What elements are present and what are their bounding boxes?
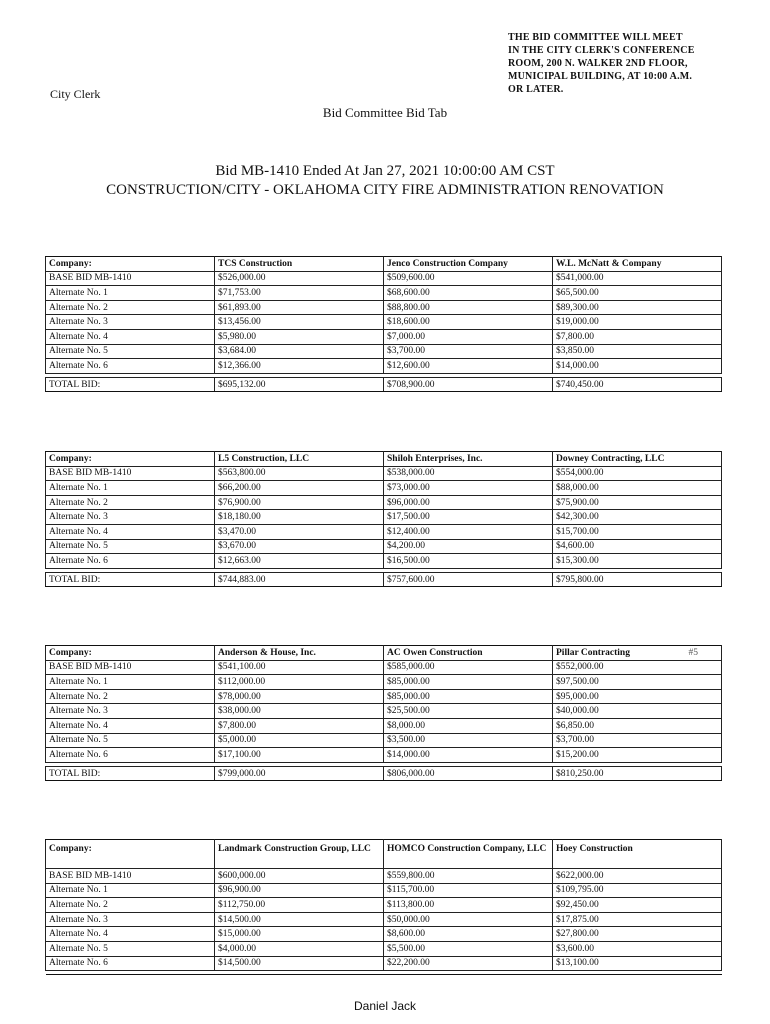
- company-name: Shiloh Enterprises, Inc.: [384, 452, 553, 467]
- bid-amount: $541,100.00: [215, 660, 384, 675]
- row-label: BASE BID MB-1410: [46, 869, 215, 884]
- bid-amount: $5,500.00: [384, 941, 553, 956]
- alternate-row: [46, 524, 722, 539]
- alternate-row: [46, 329, 722, 344]
- company-header-row: [46, 840, 722, 869]
- alternate-row: [46, 704, 722, 719]
- bid-amount: $85,000.00: [384, 689, 553, 704]
- bid-amount: $115,700.00: [384, 883, 553, 898]
- bid-table-3: [45, 645, 722, 781]
- bid-amount: $66,200.00: [215, 481, 384, 496]
- bid-table-2: [45, 451, 722, 587]
- total-amount: $799,000.00: [215, 766, 384, 781]
- bid-amount: $14,500.00: [215, 956, 384, 971]
- bid-amount: $89,300.00: [553, 300, 722, 315]
- bid-amount: $97,500.00: [553, 675, 722, 690]
- bid-amount: $4,000.00: [215, 941, 384, 956]
- alternate-row: [46, 941, 722, 956]
- bid-amount: $7,800.00: [553, 329, 722, 344]
- company-name: L5 Construction, LLC: [215, 452, 384, 467]
- row-label: Alternate No. 4: [46, 329, 215, 344]
- alternate-row: [46, 554, 722, 569]
- bid-amount: $78,000.00: [215, 689, 384, 704]
- company-name: Landmark Construction Group, LLC: [215, 840, 384, 869]
- bid-amount: $600,000.00: [215, 869, 384, 884]
- company-header-row: [46, 257, 722, 272]
- page-subtitle: Bid Committee Bid Tab: [322, 105, 448, 120]
- bid-table-1: [45, 256, 722, 392]
- bid-amount: $15,000.00: [215, 927, 384, 942]
- bid-amount: $12,366.00: [215, 359, 384, 374]
- bid-amount: $76,900.00: [215, 495, 384, 510]
- bid-amount: $15,700.00: [553, 524, 722, 539]
- row-label: Alternate No. 4: [46, 524, 215, 539]
- row-label: Alternate No. 5: [46, 941, 215, 956]
- bid-amount: $17,875.00: [553, 912, 722, 927]
- bid-amount: $14,500.00: [215, 912, 384, 927]
- alternate-row: [46, 344, 722, 359]
- bid-amount: $19,000.00: [553, 315, 722, 330]
- row-label: BASE BID MB-1410: [46, 660, 215, 675]
- bid-amount: $17,100.00: [215, 748, 384, 763]
- bid-amount: $27,800.00: [553, 927, 722, 942]
- row-label: Alternate No. 3: [46, 912, 215, 927]
- bid-amount: $112,750.00: [215, 898, 384, 913]
- notice-line: OR LATER.: [508, 84, 564, 95]
- total-amount: $806,000.00: [384, 766, 553, 781]
- company-header-row: [46, 452, 722, 467]
- alternate-row: [46, 481, 722, 496]
- company-name: TCS Construction: [215, 257, 384, 272]
- bid-amount: $68,600.00: [384, 286, 553, 301]
- bid-amount: $95,000.00: [553, 689, 722, 704]
- base-bid-row: [46, 660, 722, 675]
- bid-amount: $8,600.00: [384, 927, 553, 942]
- bid-amount: $38,000.00: [215, 704, 384, 719]
- row-label: TOTAL BID:: [46, 377, 215, 392]
- notice-line: IN THE CITY CLERK'S CONFERENCE: [508, 45, 695, 56]
- row-label: Alternate No. 5: [46, 344, 215, 359]
- base-bid-row: [46, 869, 722, 884]
- bid-amount: $3,600.00: [553, 941, 722, 956]
- bid-amount: $22,200.00: [384, 956, 553, 971]
- bid-amount: $3,700.00: [553, 733, 722, 748]
- row-label: Alternate No. 6: [46, 554, 215, 569]
- bid-amount: $109,795.00: [553, 883, 722, 898]
- row-label: BASE BID MB-1410: [46, 271, 215, 286]
- company-name: AC Owen Construction: [384, 646, 553, 661]
- base-bid-row: [46, 466, 722, 481]
- signature-name: Daniel Jack: [353, 999, 417, 1013]
- meeting-notice: [508, 31, 743, 96]
- notice-line: MUNICIPAL BUILDING, AT 10:00 A.M.: [508, 71, 693, 82]
- row-label: Alternate No. 2: [46, 300, 215, 315]
- bid-amount: $88,000.00: [553, 481, 722, 496]
- bid-table-4: [45, 839, 722, 975]
- bid-amount: $92,450.00: [553, 898, 722, 913]
- total-amount: $810,250.00: [553, 766, 722, 781]
- row-label: Alternate No. 3: [46, 704, 215, 719]
- bid-amount: $3,670.00: [215, 539, 384, 554]
- alternate-row: [46, 912, 722, 927]
- notice-line: THE BID COMMITTEE WILL MEET: [508, 32, 683, 43]
- spacer-row: [46, 971, 722, 975]
- row-label: Alternate No. 4: [46, 718, 215, 733]
- bid-amount: $12,400.00: [384, 524, 553, 539]
- alternate-row: [46, 898, 722, 913]
- bid-amount: $12,600.00: [384, 359, 553, 374]
- bid-amount: $96,000.00: [384, 495, 553, 510]
- bid-amount: $585,000.00: [384, 660, 553, 675]
- bid-amount: $538,000.00: [384, 466, 553, 481]
- row-label: Alternate No. 2: [46, 689, 215, 704]
- bid-amount: $3,700.00: [384, 344, 553, 359]
- bid-amount: $4,200.00: [384, 539, 553, 554]
- bid-amount: $15,200.00: [553, 748, 722, 763]
- bid-amount: $526,000.00: [215, 271, 384, 286]
- row-label: Alternate No. 4: [46, 927, 215, 942]
- bid-amount: $65,500.00: [553, 286, 722, 301]
- bid-amount: $509,600.00: [384, 271, 553, 286]
- bid-amount: $541,000.00: [553, 271, 722, 286]
- bid-amount: $88,800.00: [384, 300, 553, 315]
- bid-amount: $4,600.00: [553, 539, 722, 554]
- row-label: Alternate No. 3: [46, 510, 215, 525]
- bid-amount: $5,980.00: [215, 329, 384, 344]
- alternate-row: [46, 510, 722, 525]
- alternate-row: [46, 689, 722, 704]
- bid-amount: $8,000.00: [384, 718, 553, 733]
- alternate-row: [46, 495, 722, 510]
- bid-amount: $7,000.00: [384, 329, 553, 344]
- base-bid-row: [46, 271, 722, 286]
- alternate-row: [46, 733, 722, 748]
- company-name: HOMCO Construction Company, LLC: [384, 840, 553, 869]
- row-label: TOTAL BID:: [46, 766, 215, 781]
- row-label: Company:: [46, 840, 215, 869]
- total-amount: $695,132.00: [215, 377, 384, 392]
- bid-amount: $73,000.00: [384, 481, 553, 496]
- bid-amount: $13,456.00: [215, 315, 384, 330]
- bid-amount: $559,800.00: [384, 869, 553, 884]
- bid-amount: $71,753.00: [215, 286, 384, 301]
- alternate-row: [46, 956, 722, 971]
- bid-amount: $5,000.00: [215, 733, 384, 748]
- total-amount: $740,450.00: [553, 377, 722, 392]
- bid-amount: $14,000.00: [553, 359, 722, 374]
- row-label: Alternate No. 6: [46, 359, 215, 374]
- company-name: Pillar Contracting: [556, 647, 630, 658]
- company-name: Hoey Construction: [553, 840, 722, 869]
- handwritten-mark: #5: [688, 647, 698, 658]
- bid-amount: $13,100.00: [553, 956, 722, 971]
- bid-amount: $3,850.00: [553, 344, 722, 359]
- row-label: Alternate No. 6: [46, 956, 215, 971]
- bid-amount: $3,470.00: [215, 524, 384, 539]
- row-label: TOTAL BID:: [46, 572, 215, 587]
- total-amount: $744,883.00: [215, 572, 384, 587]
- bid-amount: $112,000.00: [215, 675, 384, 690]
- bid-amount: $18,600.00: [384, 315, 553, 330]
- city-clerk-label: City Clerk: [50, 87, 101, 101]
- bid-amount: $3,500.00: [384, 733, 553, 748]
- company-name-cell: [553, 646, 722, 661]
- alternate-row: [46, 748, 722, 763]
- row-label: Company:: [46, 257, 215, 272]
- alternate-row: [46, 927, 722, 942]
- company-name: W.L. McNatt & Company: [553, 257, 722, 272]
- bid-amount: $552,000.00: [553, 660, 722, 675]
- alternate-row: [46, 359, 722, 374]
- alternate-row: [46, 675, 722, 690]
- alternate-row: [46, 883, 722, 898]
- alternate-row: [46, 539, 722, 554]
- alternate-row: [46, 718, 722, 733]
- bid-amount: $622,000.00: [553, 869, 722, 884]
- company-name: Anderson & House, Inc.: [215, 646, 384, 661]
- company-name: Jenco Construction Company: [384, 257, 553, 272]
- row-label: Alternate No. 3: [46, 315, 215, 330]
- alternate-row: [46, 300, 722, 315]
- alternate-row: [46, 315, 722, 330]
- bid-amount: $61,893.00: [215, 300, 384, 315]
- bid-amount: $15,300.00: [553, 554, 722, 569]
- notice-line: ROOM, 200 N. WALKER 2ND FLOOR,: [508, 58, 688, 69]
- bid-amount: $40,000.00: [553, 704, 722, 719]
- row-label: Alternate No. 2: [46, 898, 215, 913]
- company-name: Downey Contracting, LLC: [553, 452, 722, 467]
- row-label: Alternate No. 6: [46, 748, 215, 763]
- row-label: Alternate No. 5: [46, 539, 215, 554]
- row-label: Alternate No. 1: [46, 675, 215, 690]
- total-bid-row: [46, 572, 722, 587]
- total-amount: $757,600.00: [384, 572, 553, 587]
- bid-amount: $3,684.00: [215, 344, 384, 359]
- row-label: Alternate No. 1: [46, 286, 215, 301]
- bid-amount: $85,000.00: [384, 675, 553, 690]
- company-header-row: [46, 646, 722, 661]
- bid-amount: $16,500.00: [384, 554, 553, 569]
- row-label: Alternate No. 1: [46, 883, 215, 898]
- bid-amount: $113,800.00: [384, 898, 553, 913]
- row-label: Alternate No. 2: [46, 495, 215, 510]
- row-label: Company:: [46, 452, 215, 467]
- bid-title: [0, 162, 770, 200]
- total-amount: $708,900.00: [384, 377, 553, 392]
- alternate-row: [46, 286, 722, 301]
- bid-amount: $17,500.00: [384, 510, 553, 525]
- bid-amount: $42,300.00: [553, 510, 722, 525]
- bid-amount: $96,900.00: [215, 883, 384, 898]
- row-label: Alternate No. 1: [46, 481, 215, 496]
- total-bid-row: [46, 766, 722, 781]
- bid-amount: $554,000.00: [553, 466, 722, 481]
- bid-amount: $75,900.00: [553, 495, 722, 510]
- bid-amount: $6,850.00: [553, 718, 722, 733]
- project-name-line: CONSTRUCTION/CITY - OKLAHOMA CITY FIRE ADMINISTRATION RENOVATION: [106, 182, 664, 198]
- bid-amount: $25,500.00: [384, 704, 553, 719]
- row-label: Alternate No. 5: [46, 733, 215, 748]
- total-bid-row: [46, 377, 722, 392]
- row-label: Company:: [46, 646, 215, 661]
- bid-number-line: Bid MB-1410 Ended At Jan 27, 2021 10:00:00 AM CST: [215, 163, 555, 179]
- bid-amount: $12,663.00: [215, 554, 384, 569]
- bid-amount: $7,800.00: [215, 718, 384, 733]
- total-amount: $795,800.00: [553, 572, 722, 587]
- row-label: BASE BID MB-1410: [46, 466, 215, 481]
- bid-amount: $50,000.00: [384, 912, 553, 927]
- bid-amount: $18,180.00: [215, 510, 384, 525]
- bid-amount: $563,800.00: [215, 466, 384, 481]
- bid-amount: $14,000.00: [384, 748, 553, 763]
